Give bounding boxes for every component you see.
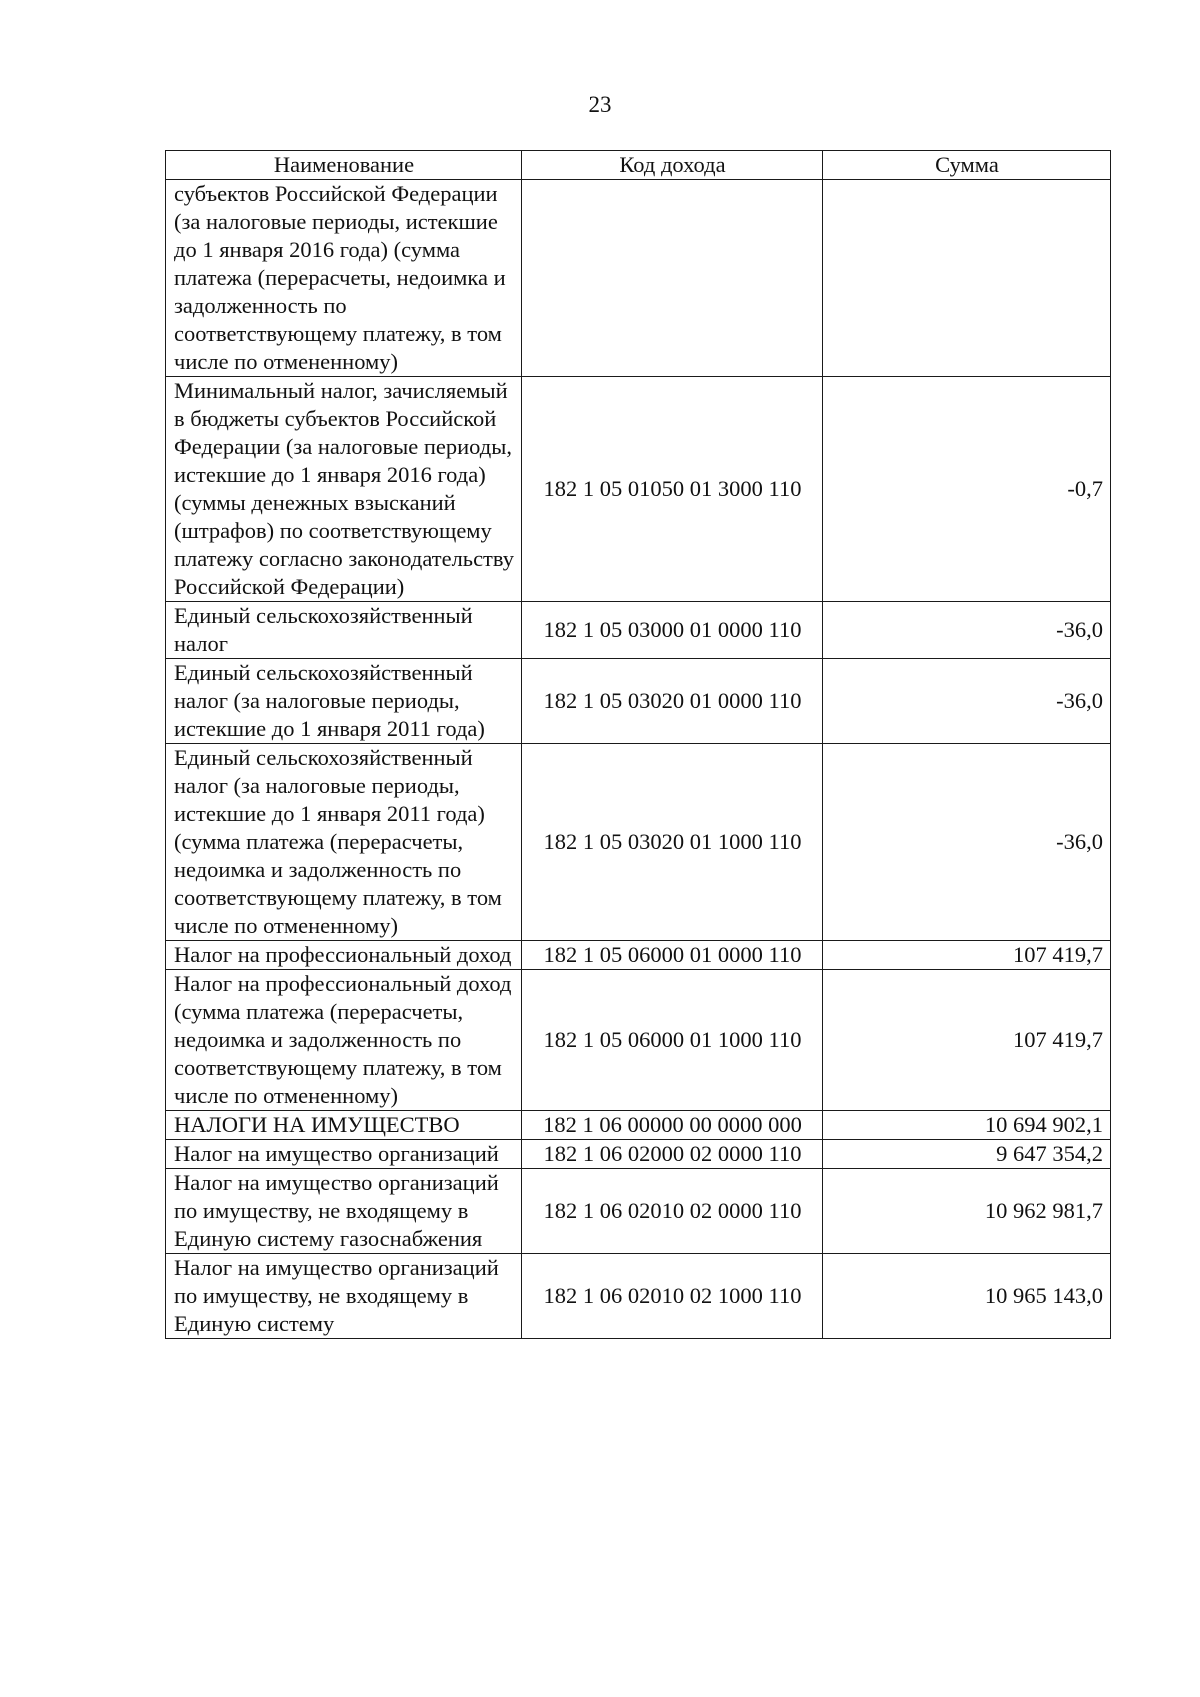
row-name: Налог на профессиональный доход bbox=[166, 941, 522, 970]
row-name: Налог на имущество организаций по имуществу, не входящему в Единую систему газоснабжения bbox=[166, 1169, 522, 1254]
row-code: 182 1 05 03020 01 1000 110 bbox=[522, 744, 823, 941]
row-name: Единый сельскохозяйственный налог (за налоговые периоды, истекшие до 1 января 2011 года) (сумма платежа (перерасчеты, недоимка и задолженность по соответствующему платежу, в том числе по отмененному) bbox=[166, 744, 522, 941]
row-code: 182 1 05 06000 01 1000 110 bbox=[522, 970, 823, 1111]
row-name: Налог на имущество организаций по имуществу, не входящему в Единую систему bbox=[166, 1254, 522, 1339]
row-name: Единый сельскохозяйственный налог bbox=[166, 602, 522, 659]
page-number: 23 bbox=[588, 92, 612, 117]
row-code: 182 1 06 02010 02 1000 110 bbox=[522, 1254, 823, 1339]
row-code: 182 1 05 01050 01 3000 110 bbox=[522, 377, 823, 602]
row-name: Единый сельскохозяйственный налог (за налоговые периоды, истекшие до 1 января 2011 года) bbox=[166, 659, 522, 744]
row-sum: 10 965 143,0 bbox=[823, 1254, 1111, 1339]
row-code: 182 1 05 03000 01 0000 110 bbox=[522, 602, 823, 659]
table-row bbox=[166, 1111, 1111, 1140]
row-name: Налог на имущество организаций bbox=[166, 1140, 522, 1169]
header-code: Код дохода bbox=[522, 151, 823, 180]
table-row bbox=[166, 1140, 1111, 1169]
table-row bbox=[166, 1254, 1111, 1339]
row-sum: -0,7 bbox=[823, 377, 1111, 602]
table-row bbox=[166, 377, 1111, 602]
table-row bbox=[166, 659, 1111, 744]
row-code: 182 1 05 06000 01 0000 110 bbox=[522, 941, 823, 970]
table-row bbox=[166, 941, 1111, 970]
header-name: Наименование bbox=[166, 151, 522, 180]
row-name: НАЛОГИ НА ИМУЩЕСТВО bbox=[166, 1111, 522, 1140]
table-row bbox=[166, 602, 1111, 659]
row-code bbox=[522, 180, 823, 377]
row-sum: 9 647 354,2 bbox=[823, 1140, 1111, 1169]
row-sum: -36,0 bbox=[823, 659, 1111, 744]
row-code: 182 1 06 02010 02 0000 110 bbox=[522, 1169, 823, 1254]
table-header-row bbox=[166, 151, 1111, 180]
row-code: 182 1 06 02000 02 0000 110 bbox=[522, 1140, 823, 1169]
table-row bbox=[166, 180, 1111, 377]
row-sum: 10 962 981,7 bbox=[823, 1169, 1111, 1254]
row-name: субъектов Российской Федерации (за налоговые периоды, истекшие до 1 января 2016 года) (сумма платежа (перерасчеты, недоимка и задолженность по соответствующему платежу, в том числе по отмененному) bbox=[166, 180, 522, 377]
row-sum bbox=[823, 180, 1111, 377]
row-code: 182 1 06 00000 00 0000 000 bbox=[522, 1111, 823, 1140]
row-sum: 107 419,7 bbox=[823, 941, 1111, 970]
row-name: Минимальный налог, зачисляемый в бюджеты субъектов Российской Федерации (за налоговые периоды, истекшие до 1 января 2016 года) (суммы денежных взысканий (штрафов) по соответствующему платежу согласно законодательству Российской Федерации) bbox=[166, 377, 522, 602]
table-row bbox=[166, 744, 1111, 941]
row-sum: -36,0 bbox=[823, 602, 1111, 659]
row-sum: 107 419,7 bbox=[823, 970, 1111, 1111]
row-sum: 10 694 902,1 bbox=[823, 1111, 1111, 1140]
table-row bbox=[166, 1169, 1111, 1254]
row-sum: -36,0 bbox=[823, 744, 1111, 941]
table-row bbox=[166, 970, 1111, 1111]
row-code: 182 1 05 03020 01 0000 110 bbox=[522, 659, 823, 744]
row-name: Налог на профессиональный доход (сумма платежа (перерасчеты, недоимка и задолженность по соответствующему платежу, в том числе по отмененному) bbox=[166, 970, 522, 1111]
header-sum: Сумма bbox=[823, 151, 1111, 180]
revenue-table bbox=[165, 150, 1111, 1339]
